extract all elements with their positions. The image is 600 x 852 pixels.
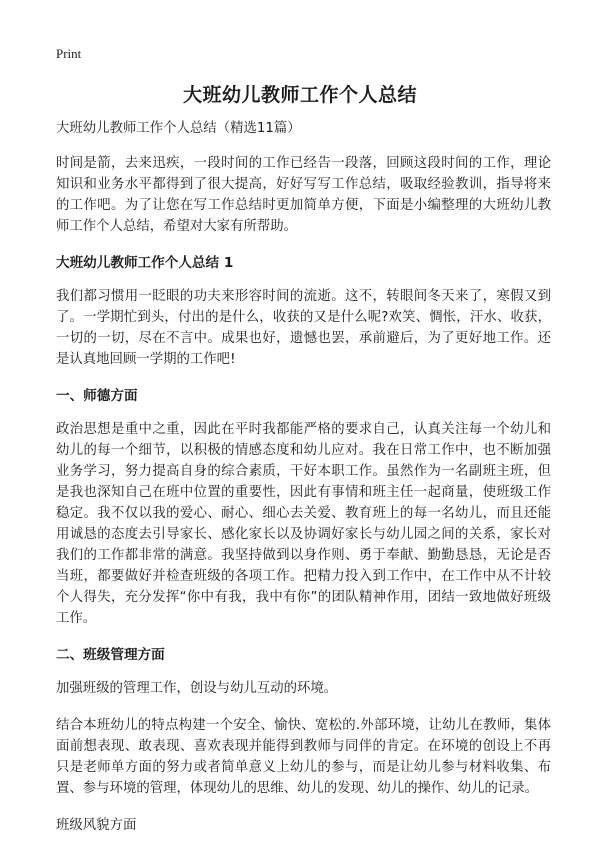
ethics-paragraph: 政治思想是重中之重，因此在平时我都能严格的要求自己，认真关注每一个幼儿和幼儿的每一个细节，以积极的情感态度和幼儿应对。我在日常工作中，也不断加强业务学习，努力提高自身的综合素质，干好本职工作。虽然作为一名副班主班，但是我也深知自己在班中位置的重要性，因此有事情和班主任一起商量，使班级工作稳定。我不仅以我的爱心、耐心、细心去关爱、教育班上的每一名幼儿，而且还能用诚恳的态度去引导家长、感化家长以及协调好家长与幼儿园之间的关系，家长对我们的工作都非常的满意。我坚持做到以身作则、勇于奉献、勤勤恳恳，无论是否当班，都要做好并检查班级的各项工作。把精力投入到工作中，在工作中从不计较个人得失，充分发挥“你中有我，我中有你”的团队精神作用，团结一致地做好班级工作。 (56, 422, 551, 626)
document-body (56, 118, 551, 852)
section1-heading: 大班幼儿教师工作个人总结 1 (56, 255, 234, 271)
document-title: 大班幼儿教师工作个人总结 (182, 84, 417, 106)
document-subtitle: 大班幼儿教师工作个人总结（精选11篇） (56, 121, 301, 136)
intro-paragraph: 时间是箭，去来迅疾，一段时间的工作已经告一段落，回顾这段时间的工作，理论知识和业务水平都得到了很大提高，好好写写工作总结，吸取经验教训，指导将来的工作吧。为了让您在写工作总结时更加简单方便，下面是小编整理的大班幼儿教师工作个人总结，希望对大家有所帮助。 (56, 156, 551, 234)
management-heading: 二、班级管理方面 (56, 647, 165, 663)
class-style-line: 班级风貌方面 (56, 818, 137, 833)
ethics-heading: 一、师德方面 (56, 388, 138, 404)
management-paragraph-1: 加强班级的管理工作，创设与幼儿互动的环境。 (56, 681, 338, 696)
print-link[interactable]: Print (56, 46, 82, 61)
management-paragraph-2: 结合本班幼儿的特点构建一个安全、愉快、宽松的.外部环境，让幼儿在教师，集体面前想表现、敢表现、喜欢表现并能得到教师与同伴的肯定。在环境的创设上不再只是老师单方面的努力或者简单意义上幼儿的参与，而是让幼儿参与材料收集、布置、参与环境的管理，体现幼儿的思维、幼儿的发现、幼儿的操作、幼儿的记录。 (56, 718, 551, 796)
section1-paragraph: 我们都习惯用一眨眼的功夫来形容时间的流逝。这不，转眼间冬天来了，寒假又到了。一学期忙到头，付出的是什么，收获的又是什么呢?欢笑、惆怅，汗水、收获，一切的一切，尽在不言中。成果也好，遗憾也罢，承前避后，为了更好地工作。还是认真地回顾一学期的工作吧! (56, 289, 551, 367)
